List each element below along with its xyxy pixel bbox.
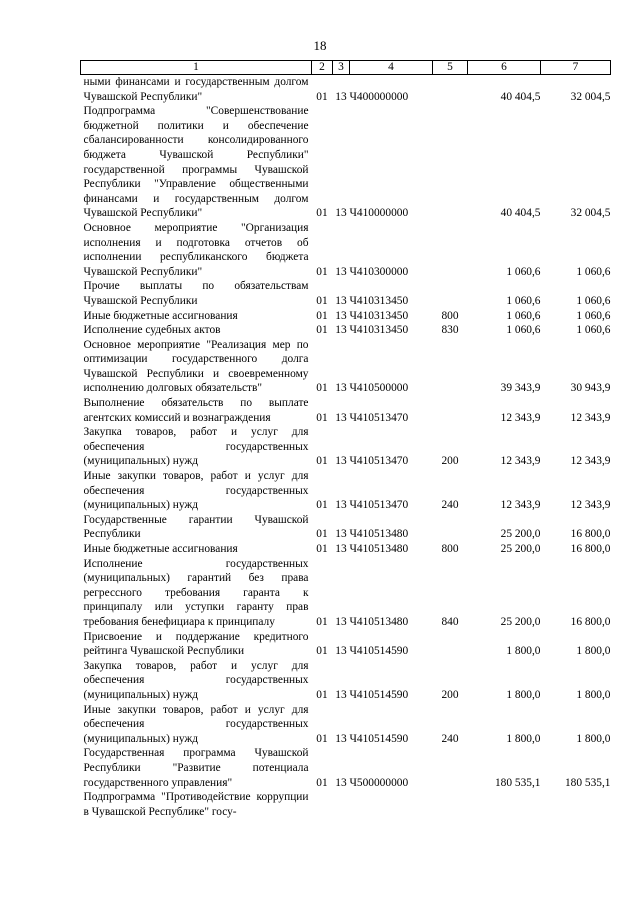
row-section-cell: 01	[316, 732, 328, 745]
row-expense-type-cell: 240	[441, 732, 459, 745]
row-section-cell: 01	[316, 411, 328, 424]
table-body	[81, 75, 611, 820]
row-expense-type-cell	[433, 746, 468, 790]
row-target-article-cell: Ч410000000	[349, 207, 409, 220]
row-target-article-cell: Ч410514590	[349, 645, 409, 658]
row-sum-year1-cell: 25 200,0	[500, 543, 541, 555]
row-sum-year1-cell: 40 404,5	[500, 90, 541, 103]
row-target-article-cell: Ч410513470	[349, 411, 409, 424]
page-number: 18	[313, 38, 327, 53]
row-name-cell: Основное мероприятие "Организация исполнения и подготовка отчетов об исполнении республиканского бюджета Чувашской Республики"	[83, 221, 309, 278]
table-row	[81, 279, 611, 308]
row-subsection-cell: 13	[335, 615, 347, 628]
row-subsection-cell: 13	[335, 382, 347, 395]
table-row	[81, 425, 611, 469]
row-sum-year1-cell: 25 200,0	[500, 528, 541, 541]
column-header-2: 2	[312, 61, 333, 75]
row-subsection-cell: 13	[335, 543, 347, 555]
row-expense-type-cell: 800	[441, 543, 459, 555]
row-name-cell: Иные бюджетные ассигнования	[83, 543, 238, 555]
row-subsection-cell	[333, 790, 350, 819]
row-name-cell: Присвоение и поддержание кредитного рейтинга Чувашской Республики	[83, 630, 309, 658]
row-name-cell: Подпрограмма "Совершенствование бюджетной политики и обеспечение сбалансированности консолидированного бюджета Чувашской Республики" государственной программы Чувашской Республики "Управление общественными финансами и государственным долгом Чувашской Республики"	[83, 105, 309, 220]
row-sum-year1-cell: 1 800,0	[506, 645, 541, 658]
table-row	[81, 513, 611, 542]
row-section-cell: 01	[316, 688, 328, 701]
row-sum-year2-cell: 12 343,9	[570, 455, 611, 468]
row-sum-year1-cell: 1 800,0	[506, 688, 541, 701]
row-section-cell: 01	[316, 615, 328, 628]
row-target-article-cell: Ч410300000	[349, 265, 409, 278]
row-section-cell: 01	[316, 382, 328, 395]
column-header-4: 4	[350, 61, 433, 75]
row-expense-type-cell	[433, 513, 468, 542]
row-target-article-cell: Ч410513480	[349, 615, 409, 628]
row-subsection-cell: 13	[335, 411, 347, 424]
row-expense-type-cell	[433, 790, 468, 819]
row-section-cell: 01	[316, 207, 328, 220]
row-sum-year1-cell: 180 535,1	[494, 776, 541, 789]
table-row	[81, 75, 611, 105]
row-name-cell: Государственные гарантии Чувашской Республики	[83, 513, 309, 541]
row-target-article-cell: Ч500000000	[349, 776, 409, 789]
row-expense-type-cell: 830	[441, 324, 459, 337]
row-name-cell: Выполнение обязательств по выплате агентских комиссий и вознаграждения	[83, 397, 309, 424]
table-row	[81, 659, 611, 703]
column-header-6: 6	[468, 61, 541, 75]
row-sum-year1-cell: 25 200,0	[500, 615, 541, 628]
row-name-cell: Исполнение государственных (муниципальных) гарантий без права регрессного требования гаранта к принципалу или уступки гаранту прав требования бенефициара к принципалу	[83, 557, 309, 628]
row-target-article-cell: Ч410513480	[349, 528, 409, 541]
table-row	[81, 542, 611, 557]
row-subsection-cell: 13	[335, 645, 347, 658]
row-expense-type-cell	[433, 221, 468, 279]
row-sum-year2-cell: 16 800,0	[570, 615, 611, 628]
row-sum-year2-cell: 12 343,9	[570, 499, 611, 512]
row-section-cell: 01	[316, 90, 328, 103]
row-subsection-cell: 13	[335, 776, 347, 789]
row-target-article-cell: Ч400000000	[349, 90, 409, 103]
row-sum-year1-cell: 12 343,9	[500, 411, 541, 424]
row-sum-year1-cell: 12 343,9	[500, 455, 541, 468]
row-target-article-cell: Ч410500000	[349, 382, 409, 395]
row-subsection-cell: 13	[335, 207, 347, 220]
row-sum-year2-cell: 1 060,6	[576, 265, 611, 278]
row-section-cell: 01	[316, 528, 328, 541]
row-sum-year2-cell: 1 060,6	[576, 294, 611, 307]
column-header-7: 7	[541, 61, 611, 75]
row-section-cell: 01	[316, 324, 328, 337]
row-sum-year1-cell: 1 060,6	[506, 294, 541, 307]
row-sum-year1-cell	[468, 790, 541, 819]
row-sum-year2-cell	[541, 790, 611, 819]
column-header-5: 5	[433, 61, 468, 75]
row-sum-year2-cell: 32 004,5	[570, 90, 611, 103]
table-row	[81, 469, 611, 513]
row-section-cell: 01	[316, 543, 328, 555]
row-sum-year2-cell: 16 800,0	[570, 543, 611, 555]
row-sum-year2-cell: 12 343,9	[570, 411, 611, 424]
row-target-article-cell: Ч410313450	[349, 309, 409, 322]
table-row	[81, 323, 611, 338]
row-sum-year2-cell: 180 535,1	[564, 776, 611, 789]
table-row	[81, 703, 611, 747]
row-section-cell	[312, 790, 333, 819]
row-name-cell: Закупка товаров, работ и услуг для обеспечения государственных (муниципальных) нужд	[83, 659, 309, 701]
table-row	[81, 557, 611, 630]
table-row	[81, 396, 611, 425]
table-row	[81, 790, 611, 819]
budget-table	[80, 60, 611, 819]
row-name-cell: Основное мероприятие "Реализация мер по оптимизации государственного долга Чувашской Республики и своевременному исполнению долговых обязательств"	[83, 338, 309, 395]
row-expense-type-cell	[433, 75, 468, 105]
row-sum-year2-cell: 32 004,5	[570, 207, 611, 220]
table-row	[81, 746, 611, 790]
row-subsection-cell: 13	[335, 688, 347, 701]
row-expense-type-cell: 800	[441, 309, 459, 322]
row-sum-year1-cell: 1 800,0	[506, 732, 541, 745]
row-target-article-cell: Ч410513470	[349, 499, 409, 512]
row-expense-type-cell: 240	[441, 499, 459, 512]
column-header-3: 3	[333, 61, 350, 75]
row-sum-year2-cell: 16 800,0	[570, 528, 611, 541]
row-name-cell: ными финансами и государственным долгом Чувашской Республики"	[83, 76, 309, 103]
row-sum-year2-cell: 1 800,0	[576, 688, 611, 701]
row-section-cell: 01	[316, 309, 328, 322]
row-sum-year1-cell: 12 343,9	[500, 499, 541, 512]
row-expense-type-cell: 200	[441, 688, 459, 701]
row-subsection-cell: 13	[335, 528, 347, 541]
row-name-cell: Прочие выплаты по обязательствам Чувашской Республики	[83, 280, 309, 307]
row-target-article-cell: Ч410514590	[349, 732, 409, 745]
table-row	[81, 221, 611, 279]
row-sum-year1-cell: 39 343,9	[500, 382, 541, 395]
row-expense-type-cell	[433, 338, 468, 396]
row-subsection-cell: 13	[335, 499, 347, 512]
column-header-1: 1	[81, 61, 312, 75]
table-row	[81, 338, 611, 396]
row-sum-year2-cell: 1 800,0	[576, 645, 611, 658]
row-name-cell: Иные закупки товаров, работ и услуг для обеспечения государственных (муниципальных) нужд	[83, 470, 309, 512]
row-name-cell: Закупка товаров, работ и услуг для обеспечения государственных (муниципальных) нужд	[83, 426, 309, 468]
row-section-cell: 01	[316, 499, 328, 512]
row-name-cell: Подпрограмма "Противодействие коррупции в Чувашской Республике" госу-	[83, 791, 309, 818]
row-expense-type-cell: 200	[441, 455, 459, 468]
row-expense-type-cell	[433, 630, 468, 659]
row-expense-type-cell: 840	[441, 615, 459, 628]
row-subsection-cell: 13	[335, 455, 347, 468]
row-target-article-cell	[350, 790, 433, 819]
row-target-article-cell: Ч410513470	[349, 455, 409, 468]
row-sum-year1-cell: 40 404,5	[500, 207, 541, 220]
row-sum-year1-cell: 1 060,6	[506, 265, 541, 278]
row-name-cell: Иные закупки товаров, работ и услуг для обеспечения государственных (муниципальных) нужд	[83, 703, 309, 745]
row-name-cell: Исполнение судебных актов	[83, 324, 221, 337]
row-target-article-cell: Ч410513480	[349, 543, 409, 555]
row-subsection-cell: 13	[335, 265, 347, 278]
row-subsection-cell: 13	[335, 294, 347, 307]
row-name-cell: Государственная программа Чувашской Республики "Развитие потенциала государственного управления"	[83, 747, 309, 789]
header-row	[81, 61, 611, 75]
row-sum-year2-cell: 1 800,0	[576, 732, 611, 745]
row-sum-year1-cell: 1 060,6	[506, 324, 541, 337]
row-sum-year1-cell: 1 060,6	[506, 309, 541, 322]
table-row	[81, 104, 611, 221]
row-section-cell: 01	[316, 645, 328, 658]
table-row	[81, 309, 611, 324]
row-expense-type-cell	[433, 396, 468, 425]
row-subsection-cell: 13	[335, 309, 347, 322]
row-name-cell: Иные бюджетные ассигнования	[83, 309, 238, 322]
row-section-cell: 01	[316, 455, 328, 468]
row-target-article-cell: Ч410514590	[349, 688, 409, 701]
row-expense-type-cell	[433, 104, 468, 221]
row-section-cell: 01	[316, 265, 328, 278]
row-section-cell: 01	[316, 294, 328, 307]
row-sum-year2-cell: 1 060,6	[576, 309, 611, 322]
row-sum-year2-cell: 1 060,6	[576, 324, 611, 337]
row-subsection-cell: 13	[335, 324, 347, 337]
row-target-article-cell: Ч410313450	[349, 294, 409, 307]
row-subsection-cell: 13	[335, 732, 347, 745]
table-row	[81, 630, 611, 659]
row-subsection-cell: 13	[335, 90, 347, 103]
row-expense-type-cell	[433, 279, 468, 308]
row-target-article-cell: Ч410313450	[349, 324, 409, 337]
row-section-cell: 01	[316, 776, 328, 789]
row-sum-year2-cell: 30 943,9	[570, 382, 611, 395]
